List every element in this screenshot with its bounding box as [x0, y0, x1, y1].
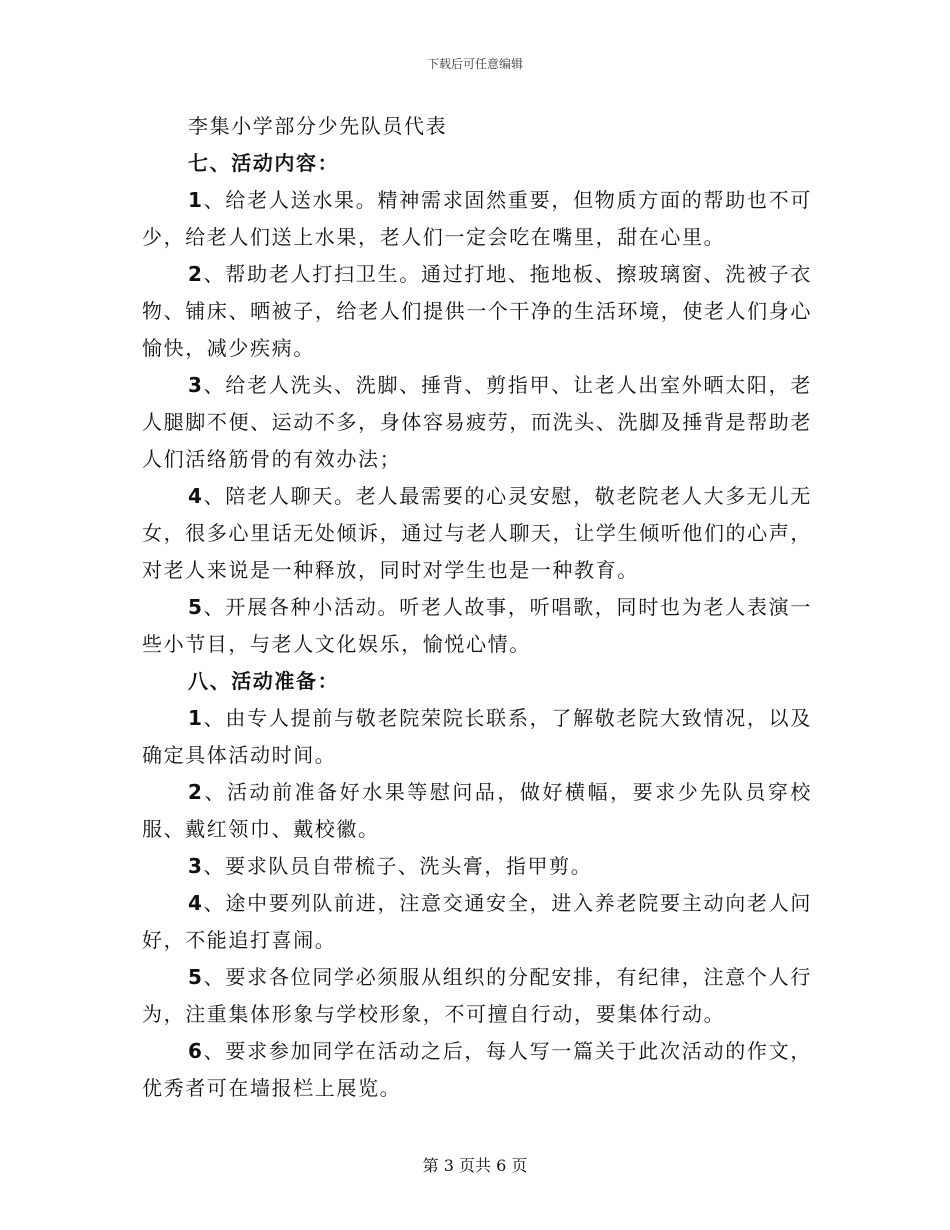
list-item: [142, 774, 812, 848]
item-number: 2: [188, 262, 204, 286]
item-number: 3: [188, 854, 204, 878]
item-text: 、要求队员自带梳子、洗头膏，指甲剪。: [203, 854, 593, 878]
list-item: [142, 256, 812, 367]
item-text: 、由专人提前与敬老院荣院长联系，了解敬老院大致情况，以及确定具体活动时间。: [142, 706, 812, 767]
list-item: [142, 1033, 812, 1107]
list-item: [142, 700, 812, 774]
section-heading-preparation: 八、活动准备：: [188, 669, 340, 693]
item-text: 、给老人送水果。精神需求固然重要，但物质方面的帮助也不可少，给老人们送上水果，老人们一定会吃在嘴里，甜在心里。: [142, 188, 812, 249]
header-note: 下载后可任意编辑: [426, 57, 523, 71]
item-number: 4: [188, 891, 204, 915]
list-item: [142, 478, 812, 589]
item-text: 、开展各种小活动。听老人故事，听唱歌，同时也为老人表演一些小节目，与老人文化娱乐，愉悦心情。: [142, 595, 812, 656]
item-number: 6: [188, 1039, 204, 1063]
item-number: 5: [188, 595, 204, 619]
item-number: 5: [188, 965, 204, 989]
item-number: 2: [188, 780, 204, 804]
item-text: 、陪老人聊天。老人最需要的心灵安慰，敬老院老人大多无儿无女，很多心里话无处倾诉，通过与老人聊天，让学生倾听他们的心声，对老人来说是一种释放，同时对学生也是一种教育。: [142, 484, 812, 582]
document-body: [142, 108, 812, 1107]
item-text: 、要求各位同学必须服从组织的分配安排，有纪律，注意个人行为，注重集体形象与学校形象，不可擅自行动，要集体行动。: [142, 965, 812, 1026]
list-item: [142, 885, 812, 959]
list-item: [142, 182, 812, 256]
item-text: 、要求参加同学在活动之后，每人写一篇关于此次活动的作文，优秀者可在墙报栏上展览。: [142, 1039, 812, 1100]
item-number: 1: [188, 706, 204, 730]
intro-line: 李集小学部分少先队员代表: [188, 114, 448, 138]
item-text: 、给老人洗头、洗脚、捶背、剪指甲、让老人出室外晒太阳，老人腿脚不便、运动不多，身体容易疲劳，而洗头、洗脚及捶背是帮助老人们活络筋骨的有效办法；: [142, 373, 812, 471]
list-item: [142, 367, 812, 478]
list-item: [142, 959, 812, 1033]
item-number: 1: [188, 188, 204, 212]
item-text: 、帮助老人打扫卫生。通过打地、拖地板、擦玻璃窗、洗被子衣物、铺床、晒被子，给老人们提供一个干净的生活环境，使老人们身心愉快，减少疾病。: [142, 262, 812, 360]
section-heading-content: 七、活动内容：: [188, 151, 340, 175]
list-item: [142, 848, 812, 885]
page-footer: 第 3 页共 6 页: [422, 1156, 528, 1175]
item-number: 4: [188, 484, 204, 508]
item-text: 、途中要列队前进，注意交通安全，进入养老院要主动向老人问好，不能追打喜闹。: [142, 891, 812, 952]
item-text: 、活动前准备好水果等慰问品，做好横幅，要求少先队员穿校服、戴红领巾、戴校徽。: [142, 780, 812, 841]
item-number: 3: [188, 373, 204, 397]
list-item: [142, 589, 812, 663]
